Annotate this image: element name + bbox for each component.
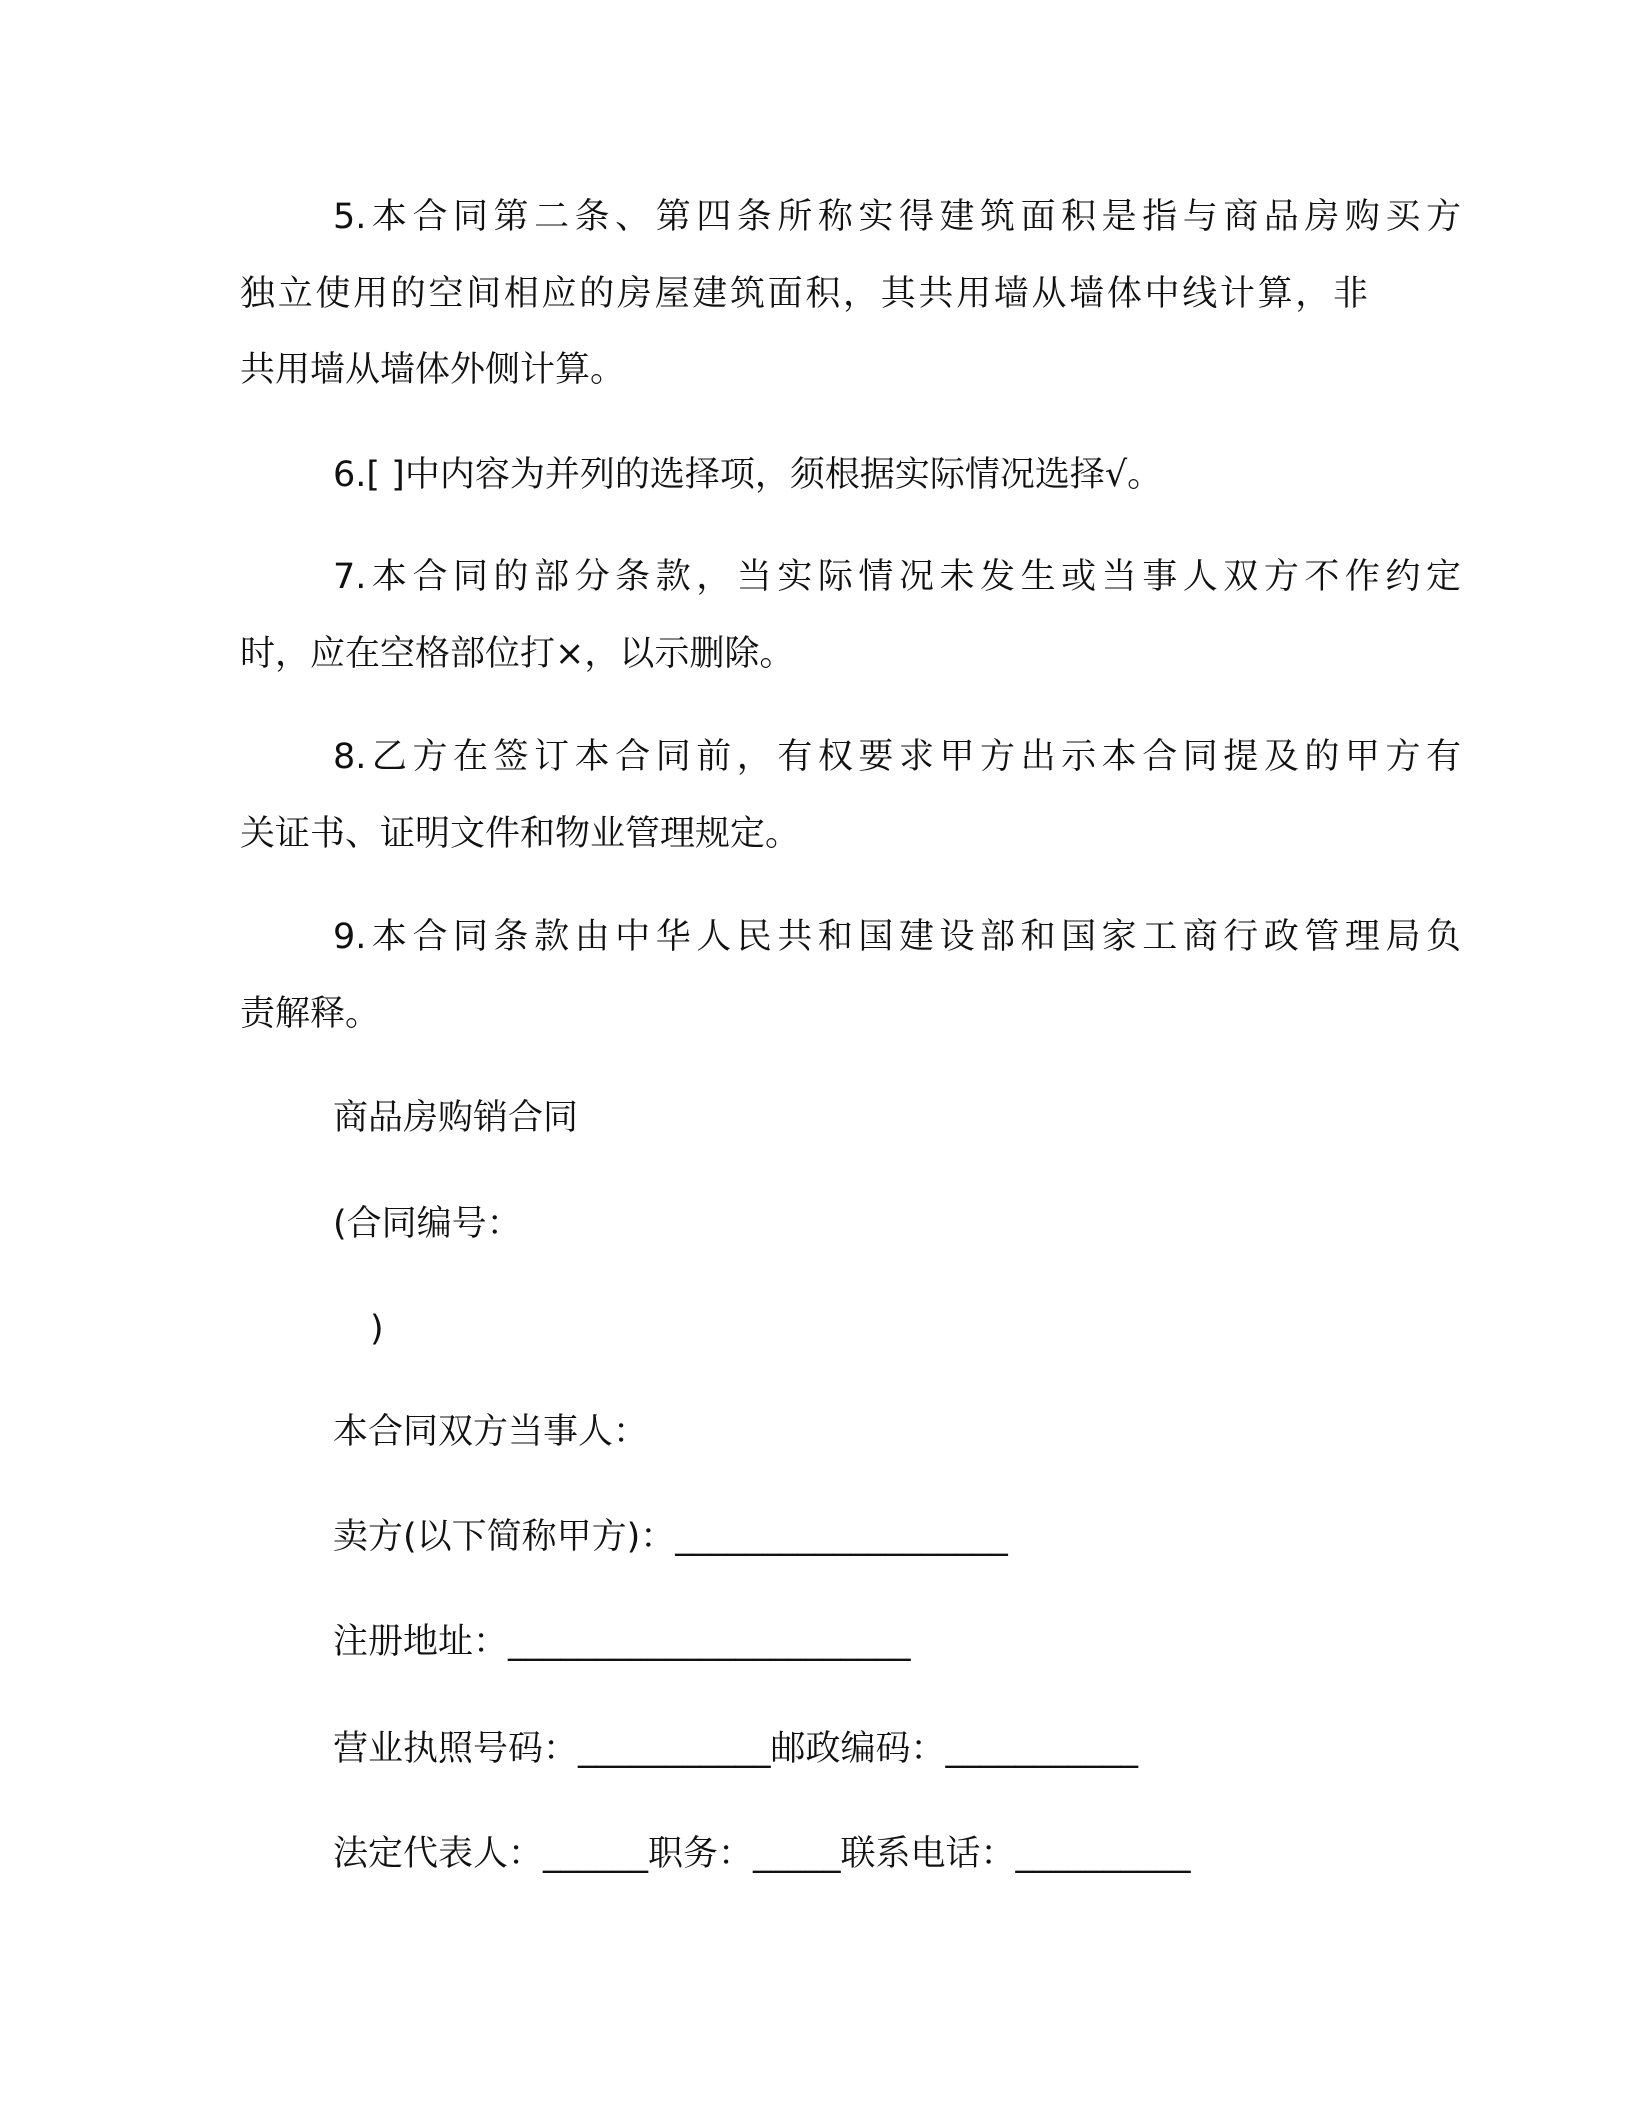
contract-number-label: (合同编号： bbox=[333, 1204, 522, 1244]
paragraph-9-line-2: 责解释。 bbox=[240, 994, 381, 1034]
parties-heading: 本合同双方当事人： bbox=[333, 1412, 649, 1452]
contract-title: 商品房购销合同 bbox=[333, 1098, 579, 1138]
paragraph-6: 6.[ ]中内容为并列的选择项，须根据实际情况选择√。 bbox=[333, 455, 1163, 495]
paragraph-8-line-1: 8.乙方在签订本合同前，有权要求甲方出示本合同提及的甲方有 bbox=[333, 737, 1461, 777]
paragraph-7-line-1: 7.本合同的部分条款，当实际情况未发生或当事人双方不作约定 bbox=[333, 557, 1461, 597]
paragraph-9-line-1: 9.本合同条款由中华人民共和国建设部和国家工商行政管理局负 bbox=[333, 917, 1461, 957]
paragraph-8-line-2: 关证书、证明文件和物业管理规定。 bbox=[240, 814, 801, 854]
registered-address-field: 注册地址：_______________________ bbox=[333, 1622, 911, 1662]
paragraph-7-line-2: 时，应在空格部位打×，以示删除。 bbox=[240, 634, 795, 674]
paragraph-5-line-1: 5.本合同第二条、第四条所称实得建筑面积是指与商品房购买方 bbox=[333, 197, 1461, 237]
seller-field: 卖方(以下简称甲方)：___________________ bbox=[333, 1517, 1008, 1557]
contract-number-close: ) bbox=[370, 1309, 384, 1349]
paragraph-5-line-3: 共用墙从墙体外侧计算。 bbox=[240, 350, 626, 390]
license-postal-field: 营业执照号码：___________邮政编码：___________ bbox=[333, 1729, 1139, 1769]
paragraph-5-line-2: 独立使用的空间相应的房屋建筑面积，其共用墙从墙体中线计算，非 bbox=[240, 274, 1368, 314]
representative-field: 法定代表人：______职务：_____联系电话：__________ bbox=[333, 1834, 1191, 1874]
